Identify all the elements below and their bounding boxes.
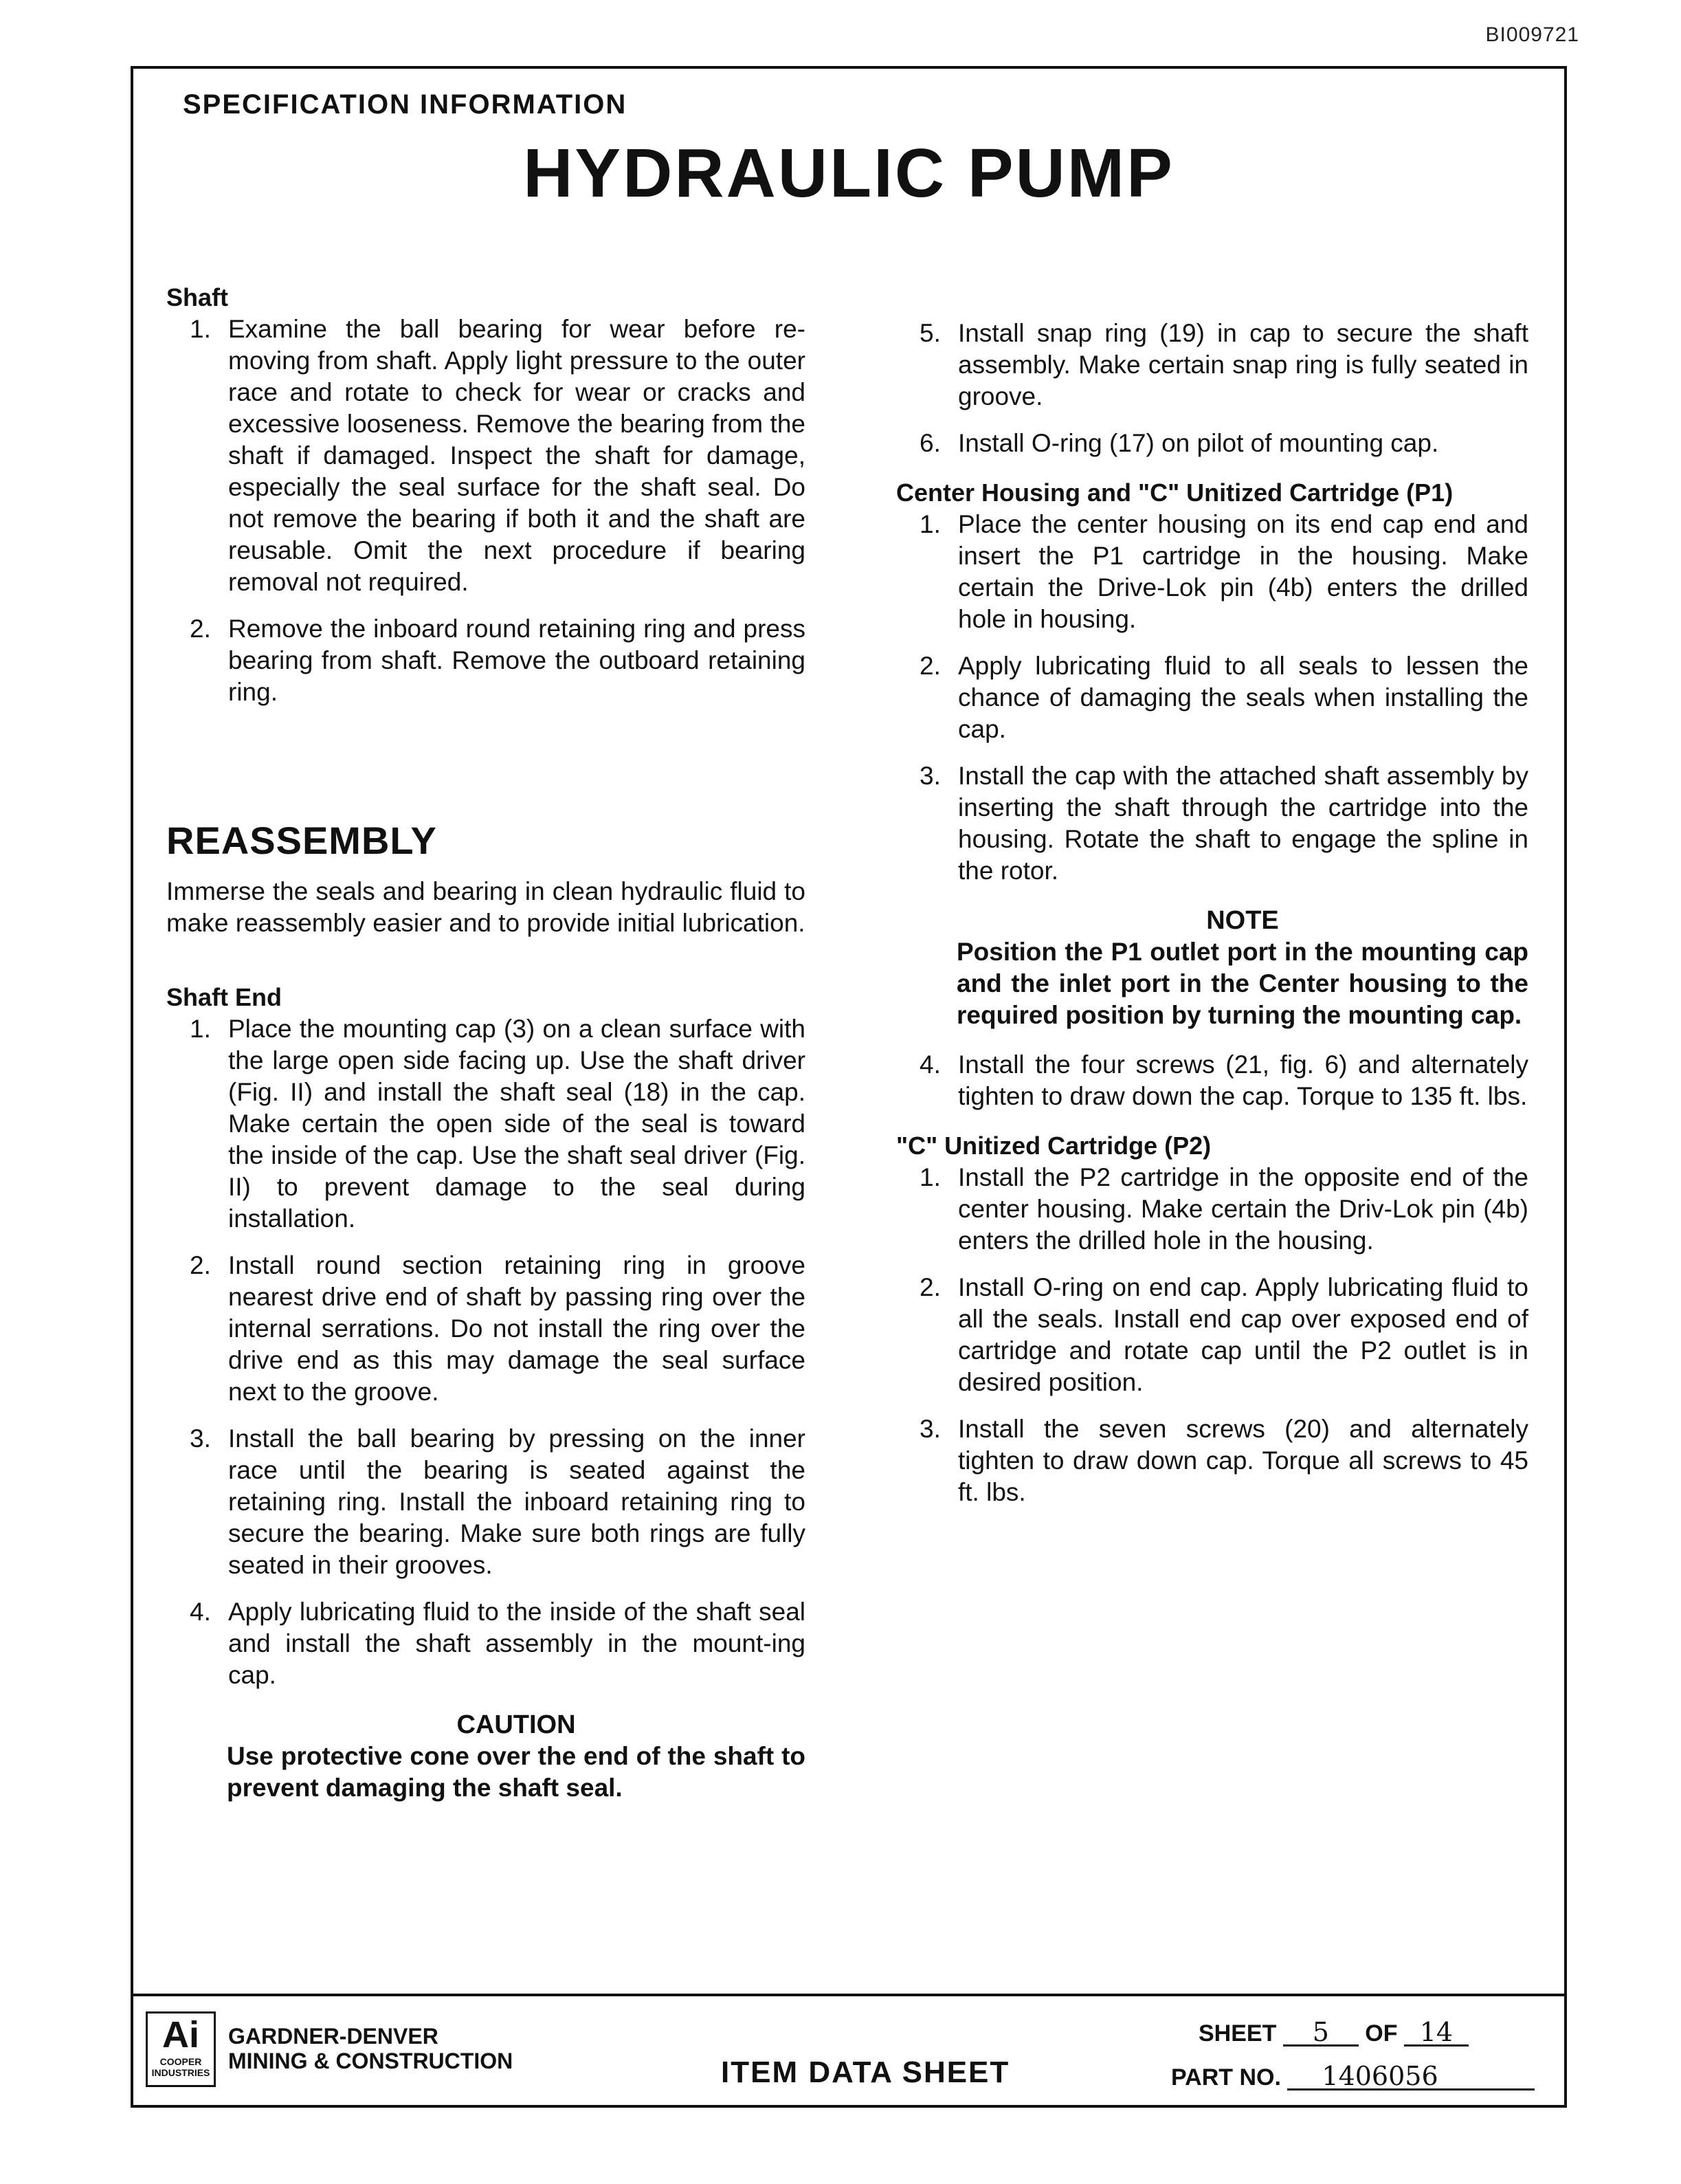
step-number: 1. — [920, 1163, 941, 1191]
shaft-heading: Shaft — [166, 283, 228, 311]
step-text: Install the seven screws (20) and alternately tighten to draw down cap. Torque all screws to 45 ft. lbs. — [958, 1415, 1528, 1506]
list-item — [166, 1596, 805, 1691]
caution-heading: CAUTION — [456, 1710, 576, 1739]
company-line-1: GARDNER-DENVER — [228, 2024, 438, 2049]
step-number: 2. — [920, 652, 941, 680]
step-number: 4. — [920, 1050, 941, 1079]
part-value: 1406056 — [1287, 2064, 1535, 2091]
spec-info-label: SPECIFICATION INFORMATION — [183, 89, 627, 120]
list-item — [166, 613, 805, 708]
p2-cartridge-heading: "C" Unitized Cartridge (P2) — [896, 1132, 1212, 1160]
sheet-value: 5 — [1283, 2020, 1359, 2047]
note-heading: NOTE — [1206, 906, 1279, 935]
list-item — [166, 1250, 805, 1408]
sheet-number-line — [1199, 2017, 1469, 2047]
page-title: HYDRAULIC PUMP — [523, 135, 1175, 212]
step-text: Install the P2 cartridge in the opposite end of the center housing. Make certain the Driv-Lok pin (4b) enters the drilled hole in the housing. — [958, 1163, 1528, 1255]
left-column — [166, 282, 805, 1822]
step-number: 6. — [920, 429, 941, 457]
item-data-sheet-label: ITEM DATA SHEET — [721, 2055, 1010, 2089]
reassembly-title: REASSEMBLY — [166, 819, 437, 862]
center-housing-heading: Center Housing and "C" Unitized Cartridge (P1) — [896, 478, 1454, 507]
step-text: Install the cap with the attached shaft assembly by inserting the shaft through the cartridge into the housing. Rotate the shaft to engage the spline in the rotor. — [958, 762, 1528, 885]
list-item — [896, 428, 1528, 459]
list-item — [166, 313, 805, 598]
step-number: 2. — [920, 1273, 941, 1301]
step-number: 3. — [920, 1415, 941, 1443]
step-text: Install the four screws (21, fig. 6) and alternately tighten to draw down the cap. Torque to 135 ft. lbs. — [958, 1050, 1528, 1110]
shaft-end-steps — [166, 1013, 805, 1691]
step-number: 2. — [190, 615, 211, 643]
step-text: Remove the inboard round retaining ring and press bearing from shaft. Remove the outboard retaining ring. — [228, 615, 805, 706]
logo-subtext: INDUSTRIES — [151, 2067, 210, 2078]
step-number: 3. — [920, 762, 941, 790]
step-number: 2. — [190, 1251, 211, 1279]
list-item — [896, 1413, 1528, 1508]
caution-callout — [166, 1709, 805, 1804]
p2-cartridge-steps — [896, 1162, 1528, 1508]
step-text: Apply lubricating fluid to the inside of the shaft seal and install the shaft assembly in the mount-ing cap. — [228, 1598, 805, 1689]
list-item — [166, 1423, 805, 1581]
reassembly-intro: Immerse the seals and bearing in clean hydraulic fluid to make reassembly easier and to provide initial lubrication. — [166, 877, 805, 937]
right-column — [896, 318, 1528, 1526]
part-number-line — [1171, 2061, 1535, 2091]
list-item — [896, 650, 1528, 745]
logo-brand: COOPER — [159, 2056, 202, 2067]
step-number: 4. — [190, 1598, 211, 1626]
company-line-2: MINING & CONSTRUCTION — [228, 2049, 513, 2073]
sheet-label: SHEET — [1199, 2020, 1277, 2047]
shaft-end-steps-continued — [896, 318, 1528, 459]
list-item — [896, 509, 1528, 635]
center-housing-steps — [896, 509, 1528, 887]
shaft-end-heading: Shaft End — [166, 983, 282, 1011]
step-number: 1. — [190, 1015, 211, 1043]
page-frame — [131, 66, 1567, 2108]
step-text: Apply lubricating fluid to all seals to lessen the chance of damaging the seals when installing the cap. — [958, 652, 1528, 743]
step-text: Examine the ball bearing for wear before re-moving from shaft. Apply light pressure to the outer race and rotate to check for wear or cracks and excessive looseness. Remove the bearing from the shaft if damaged. Inspect the shaft for damage, especially the seal surface for the shaft seal. Do not remove the bearing if both it and the shaft are reusable. Omit the next procedure if bearing removal not required. — [228, 315, 805, 596]
center-housing-steps-continued — [896, 1049, 1528, 1112]
step-number: 1. — [920, 510, 941, 538]
step-number: 5. — [920, 319, 941, 347]
caution-text: Use protective cone over the end of the shaft to prevent damaging the shaft seal. — [227, 1742, 805, 1802]
list-item — [896, 1272, 1528, 1398]
list-item — [896, 318, 1528, 412]
logo-mark: Ai — [162, 2014, 199, 2055]
company-logo — [146, 2011, 216, 2087]
shaft-steps — [166, 313, 805, 708]
note-text: Position the P1 outlet port in the mounting cap and the inlet port in the Center housing to the required position by turning the mounting cap. — [957, 938, 1528, 1029]
step-text: Install O-ring (17) on pilot of mounting cap. — [958, 429, 1439, 457]
step-text: Install the ball bearing by pressing on the inner race until the bearing is seated against the retaining ring. Install the inboard retaining ring to secure the bearing. Make sure both rings are fully seated in their grooves. — [228, 1424, 805, 1579]
company-name — [228, 2024, 513, 2073]
part-label: PART NO. — [1171, 2064, 1281, 2091]
step-text: Install snap ring (19) in cap to secure the shaft assembly. Make certain snap ring is fully seated in groove. — [958, 319, 1528, 410]
of-value: 14 — [1404, 2020, 1469, 2047]
step-number: 1. — [190, 315, 211, 343]
document-id: BI009721 — [1485, 23, 1579, 46]
step-text: Install round section retaining ring in groove nearest drive end of shaft by passing ring over the internal serrations. Do not install the ring over the drive end as this may damage the seal surface next to the groove. — [228, 1251, 805, 1406]
list-item — [896, 760, 1528, 887]
list-item — [166, 1013, 805, 1235]
list-item — [896, 1049, 1528, 1112]
step-text: Install O-ring on end cap. Apply lubricating fluid to all the seals. Install end cap over exposed end of cartridge and rotate cap until the P2 outlet is in desired position. — [958, 1273, 1528, 1396]
note-callout — [896, 905, 1528, 1031]
step-text: Place the center housing on its end cap end and insert the P1 cartridge in the housing. Make certain the Drive-Lok pin (4b) enters the drilled hole in housing. — [958, 510, 1528, 633]
of-label: OF — [1365, 2020, 1398, 2047]
list-item — [896, 1162, 1528, 1257]
footer-divider — [133, 1994, 1564, 1996]
step-number: 3. — [190, 1424, 211, 1453]
step-text: Place the mounting cap (3) on a clean surface with the large open side facing up. Use the shaft driver (Fig. II) and install the shaft seal (18) in the cap. Make certain the open side of the seal is toward the inside of the cap. Use the shaft seal driver (Fig. II) to prevent damage to the seal during installation. — [228, 1015, 805, 1233]
